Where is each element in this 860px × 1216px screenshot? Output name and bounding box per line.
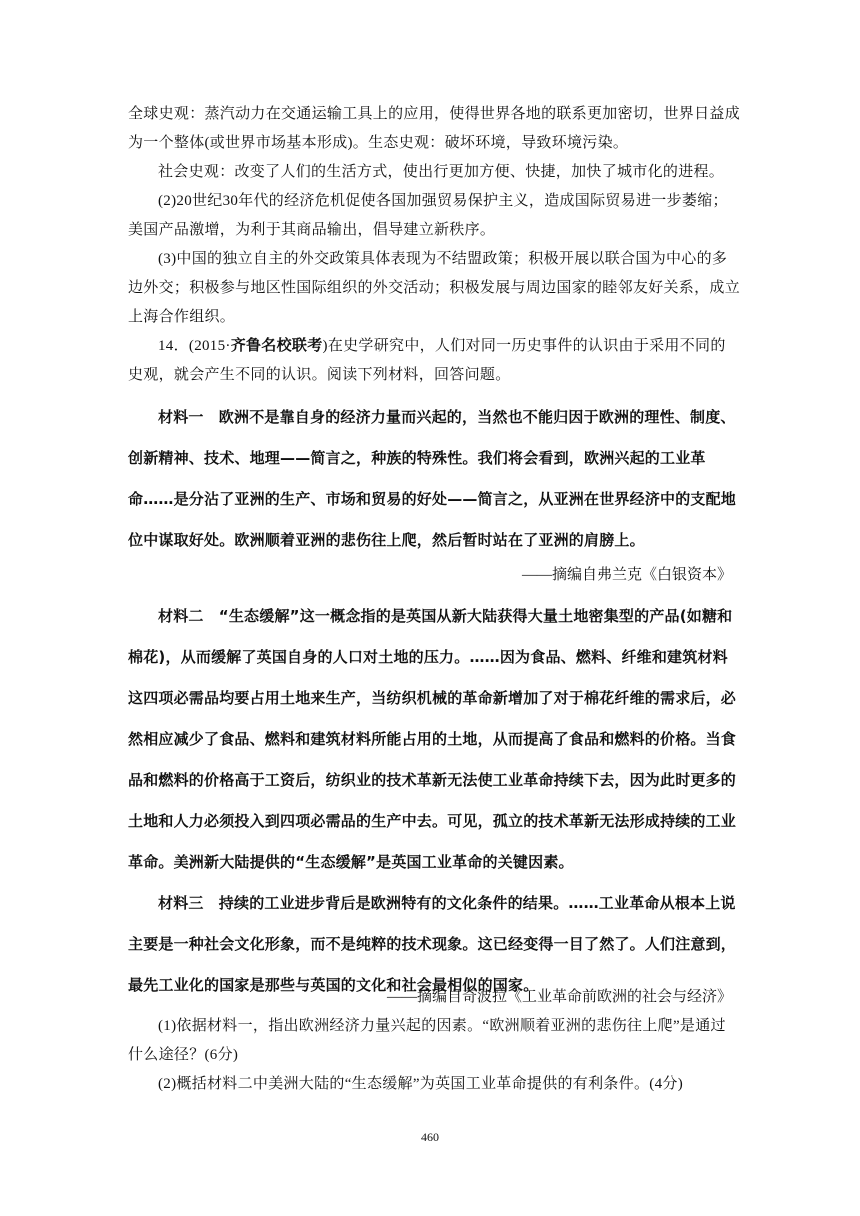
question-source-name: 齐鲁名校联考 [230, 338, 323, 354]
page-number: 460 [421, 1130, 439, 1144]
question-number: 14． [158, 338, 189, 354]
sub-question-2: (2)概括材料二中美洲大陆的“生态缓解”为英国工业革命提供的有利条件。(4分) [158, 1076, 683, 1092]
answer-paragraph-3: (2)20世纪30年代的经济危机促使各国加强贸易保护主义，造成国际贸易进一步萎缩；美国产品激增，为利于其商品输出，倡导建立新秩序。 [128, 193, 728, 238]
answer-paragraph-2: 社会史观：改变了人们的生活方式，使出行更加方便、快捷，加快了城市化的进程。 [158, 164, 725, 180]
material-3-source: ——摘编自奇波拉《工业革命前欧洲的社会与经济》 [386, 989, 732, 1005]
answer-paragraph-1: 全球史观：蒸汽动力在交通运输工具上的应用，使得世界各地的联系更加密切，世界日益成为一个整体(或世界市场基本形成)。生态史观：破坏环境，导致环境污染。 [128, 106, 741, 151]
material-2: 材料二 “生态缓解”这一概念指的是英国从新大陆获得大量土地密集型的产品(如糖和棉花)，从而缓解了英国自身的人口对土地的压力。……因为食品、燃料、纤维和建筑材料这四项必需品均要占用土地来生产，当纺织机械的革命新增加了对于棉花纤维的需求后，必然相应减少了食品、燃料和建筑材料所能占用的土地，从而提高了食品和燃料的价格。当食品和燃料的价格高于工资后，纺织业的技术革新无法使工业革命持续下去，因为此时更多的土地和人力必须投入到四项必需品的生产中去。可见，孤立的技术革新无法形成持续的工业革命。美洲新大陆提供的“生态缓解”是英国工业革命的关键因素。 [128, 607, 737, 871]
question-source-prefix: (2015· [188, 338, 231, 354]
answer-paragraph-4: (3)中国的独立自主的外交政策具体表现为不结盟政策；积极开展以联合国为中心的多边外交；积极参与地区性国际组织的外交活动；积极发展与周边国家的睦邻友好关系，成立上海合作组织。 [128, 251, 741, 325]
question-source-suffix: ) [322, 338, 328, 354]
sub-question-1: (1)依据材料一，指出欧洲经济力量兴起的因素。“欧洲顺着亚洲的悲伤往上爬”是通过什么途径？(6分) [128, 1018, 726, 1063]
question-stem-text: 在史学研究中，人们对同一历史事件的认识由于采用不同的史观，就会产生不同的认识。阅读下列材料，回答问题。 [128, 338, 726, 383]
question-14-stem [128, 332, 740, 390]
material-1: 材料一 欧洲不是靠自身的经济力量而兴起的，当然也不能归因于欧洲的理性、制度、创新精神、技术、地理——简言之，种族的特殊性。我们将会看到，欧洲兴起的工业革命……是分沾了亚洲的生产、市场和贸易的好处——简言之，从亚洲在世界经济中的支配地位中谋取好处。欧洲顺着亚洲的悲伤往上爬，然后暂时站在了亚洲的肩膀上。 [128, 408, 737, 549]
material-3: 材料三 持续的工业进步背后是欧洲特有的文化条件的结果。……工业革命从根本上说主要是一种社会文化形象，而不是纯粹的技术现象。这已经变得一目了然了。人们注意到，最先工业化的国家是那些与英国的文化和社会最相似的国家。 [128, 894, 737, 994]
material-1-source: ——摘编自弗兰克《白银资本》 [521, 567, 732, 583]
